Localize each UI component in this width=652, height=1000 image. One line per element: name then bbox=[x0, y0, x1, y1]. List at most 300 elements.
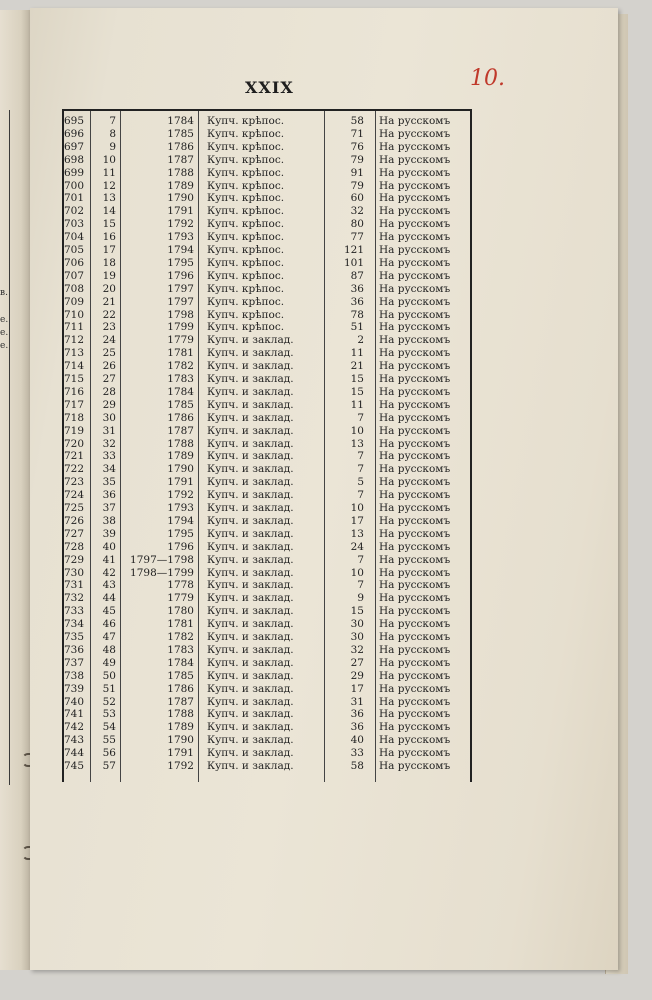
table-row bbox=[62, 721, 472, 734]
table-row bbox=[62, 347, 472, 360]
item-number-cell: 7 bbox=[109, 115, 116, 127]
sheet-count-cell: 7 bbox=[357, 579, 364, 592]
language-cell: На русскомъ bbox=[379, 140, 451, 153]
table-row bbox=[62, 734, 472, 747]
item-number-cell: 39 bbox=[102, 527, 116, 540]
year-cell: 1789 bbox=[167, 179, 194, 192]
sheet-count-cell: 79 bbox=[350, 153, 364, 166]
sheet-count-cell: 15 bbox=[350, 373, 364, 385]
sheet-count-cell: 30 bbox=[350, 631, 364, 643]
table-row bbox=[62, 283, 472, 296]
year-cell: 1789 bbox=[167, 450, 194, 463]
sheet-count-cell: 17 bbox=[350, 514, 364, 527]
item-number-cell: 10 bbox=[102, 153, 116, 166]
item-number-cell: 44 bbox=[102, 592, 116, 605]
year-cell: 1794 bbox=[167, 244, 194, 256]
year-cell: 1798 bbox=[167, 308, 194, 321]
document-type-cell: Купч. и заклад. bbox=[207, 631, 294, 643]
row-number-cell: 712 bbox=[64, 334, 85, 347]
row-number-cell: 702 bbox=[64, 205, 85, 218]
language-cell: На русскомъ bbox=[379, 605, 451, 618]
item-number-cell: 57 bbox=[102, 760, 116, 772]
sheet-count-cell: 87 bbox=[350, 269, 364, 282]
row-number-cell: 713 bbox=[64, 347, 85, 360]
language-cell: На русскомъ bbox=[379, 205, 451, 218]
language-cell: На русскомъ bbox=[379, 514, 451, 527]
year-cell: 1797—1798 bbox=[130, 553, 194, 566]
item-number-cell: 9 bbox=[109, 140, 116, 153]
language-cell: На русскомъ bbox=[379, 669, 451, 682]
language-cell: На русскомъ bbox=[379, 308, 451, 321]
table-row bbox=[62, 502, 472, 515]
row-number-cell: 720 bbox=[64, 437, 85, 450]
item-number-cell: 33 bbox=[102, 450, 116, 463]
item-number-cell: 43 bbox=[102, 579, 116, 592]
language-cell: На русскомъ bbox=[379, 231, 451, 244]
table-row bbox=[62, 257, 472, 270]
item-number-cell: 55 bbox=[102, 734, 116, 747]
sheet-count-cell: 2 bbox=[357, 334, 364, 347]
year-cell: 1786 bbox=[167, 682, 194, 695]
language-cell: На русскомъ bbox=[379, 760, 451, 772]
document-type-cell: Купч. крѣпос. bbox=[207, 308, 285, 321]
item-number-cell: 26 bbox=[102, 360, 116, 373]
document-type-cell: Купч. крѣпос. bbox=[207, 321, 285, 334]
year-cell: 1785 bbox=[167, 669, 194, 682]
year-cell: 1787 bbox=[167, 153, 194, 166]
language-cell: На русскомъ bbox=[379, 179, 451, 192]
table-row bbox=[62, 760, 472, 773]
language-cell: На русскомъ bbox=[379, 166, 451, 179]
language-cell: На русскомъ bbox=[379, 527, 451, 540]
year-cell: 1781 bbox=[167, 347, 194, 360]
document-type-cell: Купч. и заклад. bbox=[207, 360, 294, 373]
document-type-cell: Купч. и заклад. bbox=[207, 553, 294, 566]
item-number-cell: 11 bbox=[102, 166, 116, 179]
register-table bbox=[62, 109, 472, 782]
row-number-cell: 741 bbox=[64, 708, 85, 721]
language-cell: На русскомъ bbox=[379, 450, 451, 463]
item-number-cell: 51 bbox=[102, 682, 116, 695]
document-type-cell: Купч. и заклад. bbox=[207, 463, 294, 476]
document-type-cell: Купч. крѣпос. bbox=[207, 140, 285, 153]
item-number-cell: 52 bbox=[102, 695, 116, 708]
row-number-cell: 700 bbox=[64, 179, 85, 192]
document-type-cell: Купч. и заклад. bbox=[207, 514, 294, 527]
year-cell: 1792 bbox=[167, 218, 194, 231]
table-row bbox=[62, 205, 472, 218]
table-row bbox=[62, 192, 472, 205]
language-cell: На русскомъ bbox=[379, 153, 451, 166]
document-type-cell: Купч. и заклад. bbox=[207, 643, 294, 656]
table-row bbox=[62, 412, 472, 425]
document-type-cell: Купч. и заклад. bbox=[207, 373, 294, 385]
row-number-cell: 705 bbox=[64, 244, 85, 256]
table-row bbox=[62, 244, 472, 257]
table-row bbox=[62, 438, 472, 451]
year-cell: 1788 bbox=[167, 437, 194, 450]
table-row bbox=[62, 425, 472, 438]
table-row bbox=[62, 167, 472, 180]
item-number-cell: 18 bbox=[102, 256, 116, 269]
item-number-cell: 49 bbox=[102, 656, 116, 669]
language-cell: На русскомъ bbox=[379, 489, 451, 502]
row-number-cell: 699 bbox=[64, 166, 85, 179]
document-type-cell: Купч. и заклад. bbox=[207, 721, 294, 734]
language-cell: На русскомъ bbox=[379, 579, 451, 592]
table-row bbox=[62, 476, 472, 489]
year-cell: 1795 bbox=[167, 256, 194, 269]
sheet-count-cell: 80 bbox=[350, 218, 364, 231]
sheet-count-cell: 7 bbox=[357, 450, 364, 463]
year-cell: 1787 bbox=[167, 424, 194, 437]
document-type-cell: Купч. и заклад. bbox=[207, 424, 294, 437]
table-row bbox=[62, 618, 472, 631]
item-number-cell: 12 bbox=[102, 179, 116, 192]
document-type-cell: Купч. крѣпос. bbox=[207, 244, 285, 256]
row-number-cell: 728 bbox=[64, 540, 85, 553]
table-row bbox=[62, 231, 472, 244]
year-cell: 1792 bbox=[167, 489, 194, 502]
row-number-cell: 698 bbox=[64, 153, 85, 166]
year-cell: 1780 bbox=[167, 605, 194, 618]
sheet-count-cell: 17 bbox=[350, 682, 364, 695]
document-type-cell: Купч. крѣпос. bbox=[207, 231, 285, 244]
table-row bbox=[62, 115, 472, 128]
row-number-cell: 743 bbox=[64, 734, 85, 747]
sheet-count-cell: 30 bbox=[350, 618, 364, 631]
year-cell: 1791 bbox=[167, 476, 194, 489]
left-page-fragment: е. bbox=[0, 341, 9, 351]
page-number: XXIX bbox=[245, 78, 294, 97]
item-number-cell: 25 bbox=[102, 347, 116, 360]
year-cell: 1786 bbox=[167, 411, 194, 424]
year-cell: 1792 bbox=[167, 760, 194, 772]
document-type-cell: Купч. и заклад. bbox=[207, 592, 294, 605]
table-row bbox=[62, 541, 472, 554]
document-type-cell: Купч. и заклад. bbox=[207, 734, 294, 747]
sheet-count-cell: 36 bbox=[350, 708, 364, 721]
table-row bbox=[62, 399, 472, 412]
table-row bbox=[62, 657, 472, 670]
document-type-cell: Купч. и заклад. bbox=[207, 540, 294, 553]
sheet-count-cell: 10 bbox=[350, 502, 364, 514]
item-number-cell: 46 bbox=[102, 618, 116, 631]
language-cell: На русскомъ bbox=[379, 424, 451, 437]
document-type-cell: Купч. крѣпос. bbox=[207, 115, 285, 127]
document-type-cell: Купч. и заклад. bbox=[207, 618, 294, 631]
document-type-cell: Купч. и заклад. bbox=[207, 695, 294, 708]
row-number-cell: 716 bbox=[64, 385, 85, 398]
sheet-count-cell: 77 bbox=[350, 231, 364, 244]
row-number-cell: 723 bbox=[64, 476, 85, 489]
table-row bbox=[62, 141, 472, 154]
sheet-count-cell: 60 bbox=[350, 192, 364, 205]
language-cell: На русскомъ bbox=[379, 592, 451, 605]
year-cell: 1783 bbox=[167, 643, 194, 656]
sheet-count-cell: 7 bbox=[357, 411, 364, 424]
table-row bbox=[62, 321, 472, 334]
table-row bbox=[62, 515, 472, 528]
row-number-cell: 733 bbox=[64, 605, 85, 618]
document-type-cell: Купч. и заклад. bbox=[207, 411, 294, 424]
language-cell: На русскомъ bbox=[379, 334, 451, 347]
language-cell: На русскомъ bbox=[379, 631, 451, 643]
year-cell: 1791 bbox=[167, 747, 194, 760]
item-number-cell: 48 bbox=[102, 643, 116, 656]
table-row bbox=[62, 270, 472, 283]
sheet-count-cell: 11 bbox=[350, 347, 364, 360]
year-cell: 1789 bbox=[167, 721, 194, 734]
language-cell: На русскомъ bbox=[379, 734, 451, 747]
sheet-count-cell: 79 bbox=[350, 179, 364, 192]
document-type-cell: Купч. и заклад. bbox=[207, 566, 294, 579]
document-type-cell: Купч. и заклад. bbox=[207, 708, 294, 721]
left-page-fragment: в. bbox=[0, 288, 8, 298]
row-number-cell: 697 bbox=[64, 140, 85, 153]
row-number-cell: 695 bbox=[64, 115, 85, 127]
language-cell: На русскомъ bbox=[379, 708, 451, 721]
row-number-cell: 717 bbox=[64, 398, 85, 411]
row-number-cell: 707 bbox=[64, 269, 85, 282]
row-number-cell: 729 bbox=[64, 553, 85, 566]
language-cell: На русскомъ bbox=[379, 566, 451, 579]
sheet-count-cell: 7 bbox=[357, 553, 364, 566]
language-cell: На русскомъ bbox=[379, 360, 451, 373]
language-cell: На русскомъ bbox=[379, 373, 451, 385]
sheet-count-cell: 33 bbox=[350, 747, 364, 760]
year-cell: 1782 bbox=[167, 631, 194, 643]
document-type-cell: Купч. крѣпос. bbox=[207, 256, 285, 269]
left-page-fragment: е. bbox=[0, 328, 9, 338]
item-number-cell: 21 bbox=[102, 295, 116, 308]
sheet-count-cell: 7 bbox=[357, 489, 364, 502]
year-cell: 1790 bbox=[167, 734, 194, 747]
document-type-cell: Купч. крѣпос. bbox=[207, 179, 285, 192]
row-number-cell: 708 bbox=[64, 282, 85, 295]
year-cell: 1797 bbox=[167, 282, 194, 295]
table-row bbox=[62, 128, 472, 141]
document-type-cell: Купч. крѣпос. bbox=[207, 282, 285, 295]
row-number-cell: 742 bbox=[64, 721, 85, 734]
language-cell: На русскомъ bbox=[379, 115, 451, 127]
language-cell: На русскомъ bbox=[379, 476, 451, 489]
table-row bbox=[62, 592, 472, 605]
table-row bbox=[62, 296, 472, 309]
sheet-count-cell: 71 bbox=[350, 127, 364, 140]
document-type-cell: Купч. крѣпос. bbox=[207, 192, 285, 205]
language-cell: На русскомъ bbox=[379, 295, 451, 308]
language-cell: На русскомъ bbox=[379, 553, 451, 566]
year-cell: 1791 bbox=[167, 205, 194, 218]
table-row bbox=[62, 373, 472, 386]
table-row bbox=[62, 567, 472, 580]
item-number-cell: 45 bbox=[102, 605, 116, 618]
row-number-cell: 711 bbox=[64, 321, 85, 334]
sheet-count-cell: 13 bbox=[350, 437, 364, 450]
language-cell: На русскомъ bbox=[379, 695, 451, 708]
year-cell: 1785 bbox=[167, 398, 194, 411]
table-row bbox=[62, 683, 472, 696]
table-row bbox=[62, 631, 472, 644]
language-cell: На русскомъ bbox=[379, 282, 451, 295]
item-number-cell: 20 bbox=[102, 282, 116, 295]
row-number-cell: 734 bbox=[64, 618, 85, 631]
item-number-cell: 17 bbox=[102, 244, 116, 256]
year-cell: 1793 bbox=[167, 502, 194, 514]
table-row bbox=[62, 579, 472, 592]
left-page-edge bbox=[0, 10, 31, 970]
table-row bbox=[62, 696, 472, 709]
document-type-cell: Купч. и заклад. bbox=[207, 747, 294, 760]
sheet-count-cell: 7 bbox=[357, 463, 364, 476]
sheet-count-cell: 5 bbox=[357, 476, 364, 489]
year-cell: 1785 bbox=[167, 127, 194, 140]
sheet-count-cell: 36 bbox=[350, 295, 364, 308]
row-number-cell: 714 bbox=[64, 360, 85, 373]
row-number-cell: 745 bbox=[64, 760, 85, 772]
language-cell: На русскомъ bbox=[379, 218, 451, 231]
item-number-cell: 41 bbox=[102, 553, 116, 566]
year-cell: 1788 bbox=[167, 166, 194, 179]
language-cell: На русскомъ bbox=[379, 463, 451, 476]
year-cell: 1790 bbox=[167, 463, 194, 476]
row-number-cell: 719 bbox=[64, 424, 85, 437]
item-number-cell: 42 bbox=[102, 566, 116, 579]
row-number-cell: 715 bbox=[64, 373, 85, 385]
table-row bbox=[62, 386, 472, 399]
language-cell: На русскомъ bbox=[379, 347, 451, 360]
sheet-count-cell: 10 bbox=[350, 424, 364, 437]
row-number-cell: 722 bbox=[64, 463, 85, 476]
language-cell: На русскомъ bbox=[379, 682, 451, 695]
year-cell: 1784 bbox=[167, 656, 194, 669]
sheet-count-cell: 101 bbox=[343, 256, 364, 269]
table-row bbox=[62, 489, 472, 502]
table-row bbox=[62, 528, 472, 541]
document-type-cell: Купч. и заклад. bbox=[207, 682, 294, 695]
year-cell: 1784 bbox=[167, 385, 194, 398]
row-number-cell: 718 bbox=[64, 411, 85, 424]
sheet-count-cell: 76 bbox=[350, 140, 364, 153]
document-type-cell: Купч. и заклад. bbox=[207, 437, 294, 450]
sheet-count-cell: 24 bbox=[350, 540, 364, 553]
row-number-cell: 744 bbox=[64, 747, 85, 760]
table-row bbox=[62, 309, 472, 322]
row-number-cell: 706 bbox=[64, 256, 85, 269]
document-type-cell: Купч. и заклад. bbox=[207, 398, 294, 411]
item-number-cell: 36 bbox=[102, 489, 116, 502]
row-number-cell: 730 bbox=[64, 566, 85, 579]
year-cell: 1798—1799 bbox=[130, 566, 194, 579]
language-cell: На русскомъ bbox=[379, 721, 451, 734]
sheet-count-cell: 27 bbox=[350, 656, 364, 669]
language-cell: На русскомъ bbox=[379, 502, 451, 514]
year-cell: 1778 bbox=[167, 579, 194, 592]
item-number-cell: 40 bbox=[102, 540, 116, 553]
table-row bbox=[62, 450, 472, 463]
item-number-cell: 54 bbox=[102, 721, 116, 734]
sheet-count-cell: 32 bbox=[350, 643, 364, 656]
item-number-cell: 34 bbox=[102, 463, 116, 476]
document-type-cell: Купч. крѣпос. bbox=[207, 295, 285, 308]
item-number-cell: 38 bbox=[102, 514, 116, 527]
handwritten-folio-number: 10. bbox=[470, 66, 505, 91]
row-number-cell: 701 bbox=[64, 192, 85, 205]
table-top-rule bbox=[62, 109, 472, 111]
table-row bbox=[62, 463, 472, 476]
document-type-cell: Купч. и заклад. bbox=[207, 385, 294, 398]
language-cell: На русскомъ bbox=[379, 256, 451, 269]
sheet-count-cell: 51 bbox=[350, 321, 364, 334]
sheet-count-cell: 58 bbox=[350, 760, 364, 772]
row-number-cell: 735 bbox=[64, 631, 85, 643]
language-cell: На русскомъ bbox=[379, 618, 451, 631]
language-cell: На русскомъ bbox=[379, 398, 451, 411]
year-cell: 1783 bbox=[167, 373, 194, 385]
table-row bbox=[62, 554, 472, 567]
item-number-cell: 31 bbox=[102, 424, 116, 437]
item-number-cell: 56 bbox=[102, 747, 116, 760]
sheet-count-cell: 36 bbox=[350, 282, 364, 295]
language-cell: На русскомъ bbox=[379, 411, 451, 424]
year-cell: 1779 bbox=[167, 592, 194, 605]
table-row bbox=[62, 334, 472, 347]
item-number-cell: 47 bbox=[102, 631, 116, 643]
item-number-cell: 15 bbox=[102, 218, 116, 231]
row-number-cell: 737 bbox=[64, 656, 85, 669]
language-cell: На русскомъ bbox=[379, 437, 451, 450]
item-number-cell: 14 bbox=[102, 205, 116, 218]
item-number-cell: 53 bbox=[102, 708, 116, 721]
row-number-cell: 739 bbox=[64, 682, 85, 695]
table-row bbox=[62, 708, 472, 721]
year-cell: 1797 bbox=[167, 295, 194, 308]
row-number-cell: 732 bbox=[64, 592, 85, 605]
sheet-count-cell: 91 bbox=[350, 166, 364, 179]
table-row bbox=[62, 670, 472, 683]
year-cell: 1788 bbox=[167, 708, 194, 721]
sheet-count-cell: 13 bbox=[350, 527, 364, 540]
year-cell: 1779 bbox=[167, 334, 194, 347]
row-number-cell: 721 bbox=[64, 450, 85, 463]
item-number-cell: 29 bbox=[102, 398, 116, 411]
row-number-cell: 703 bbox=[64, 218, 85, 231]
table-row bbox=[62, 360, 472, 373]
document-type-cell: Купч. и заклад. bbox=[207, 489, 294, 502]
language-cell: На русскомъ bbox=[379, 385, 451, 398]
left-page-rule bbox=[9, 110, 10, 785]
language-cell: На русскомъ bbox=[379, 127, 451, 140]
document-type-cell: Купч. крѣпос. bbox=[207, 127, 285, 140]
item-number-cell: 22 bbox=[102, 308, 116, 321]
sheet-count-cell: 32 bbox=[350, 205, 364, 218]
document-type-cell: Купч. крѣпос. bbox=[207, 218, 285, 231]
sheet-count-cell: 31 bbox=[350, 695, 364, 708]
year-cell: 1793 bbox=[167, 231, 194, 244]
year-cell: 1795 bbox=[167, 527, 194, 540]
item-number-cell: 8 bbox=[109, 127, 116, 140]
item-number-cell: 30 bbox=[102, 411, 116, 424]
sheet-count-cell: 78 bbox=[350, 308, 364, 321]
document-type-cell: Купч. и заклад. bbox=[207, 476, 294, 489]
sheet-count-cell: 40 bbox=[350, 734, 364, 747]
item-number-cell: 16 bbox=[102, 231, 116, 244]
year-cell: 1799 bbox=[167, 321, 194, 334]
language-cell: На русскомъ bbox=[379, 244, 451, 256]
sheet-count-cell: 9 bbox=[357, 592, 364, 605]
document-type-cell: Купч. и заклад. bbox=[207, 502, 294, 514]
